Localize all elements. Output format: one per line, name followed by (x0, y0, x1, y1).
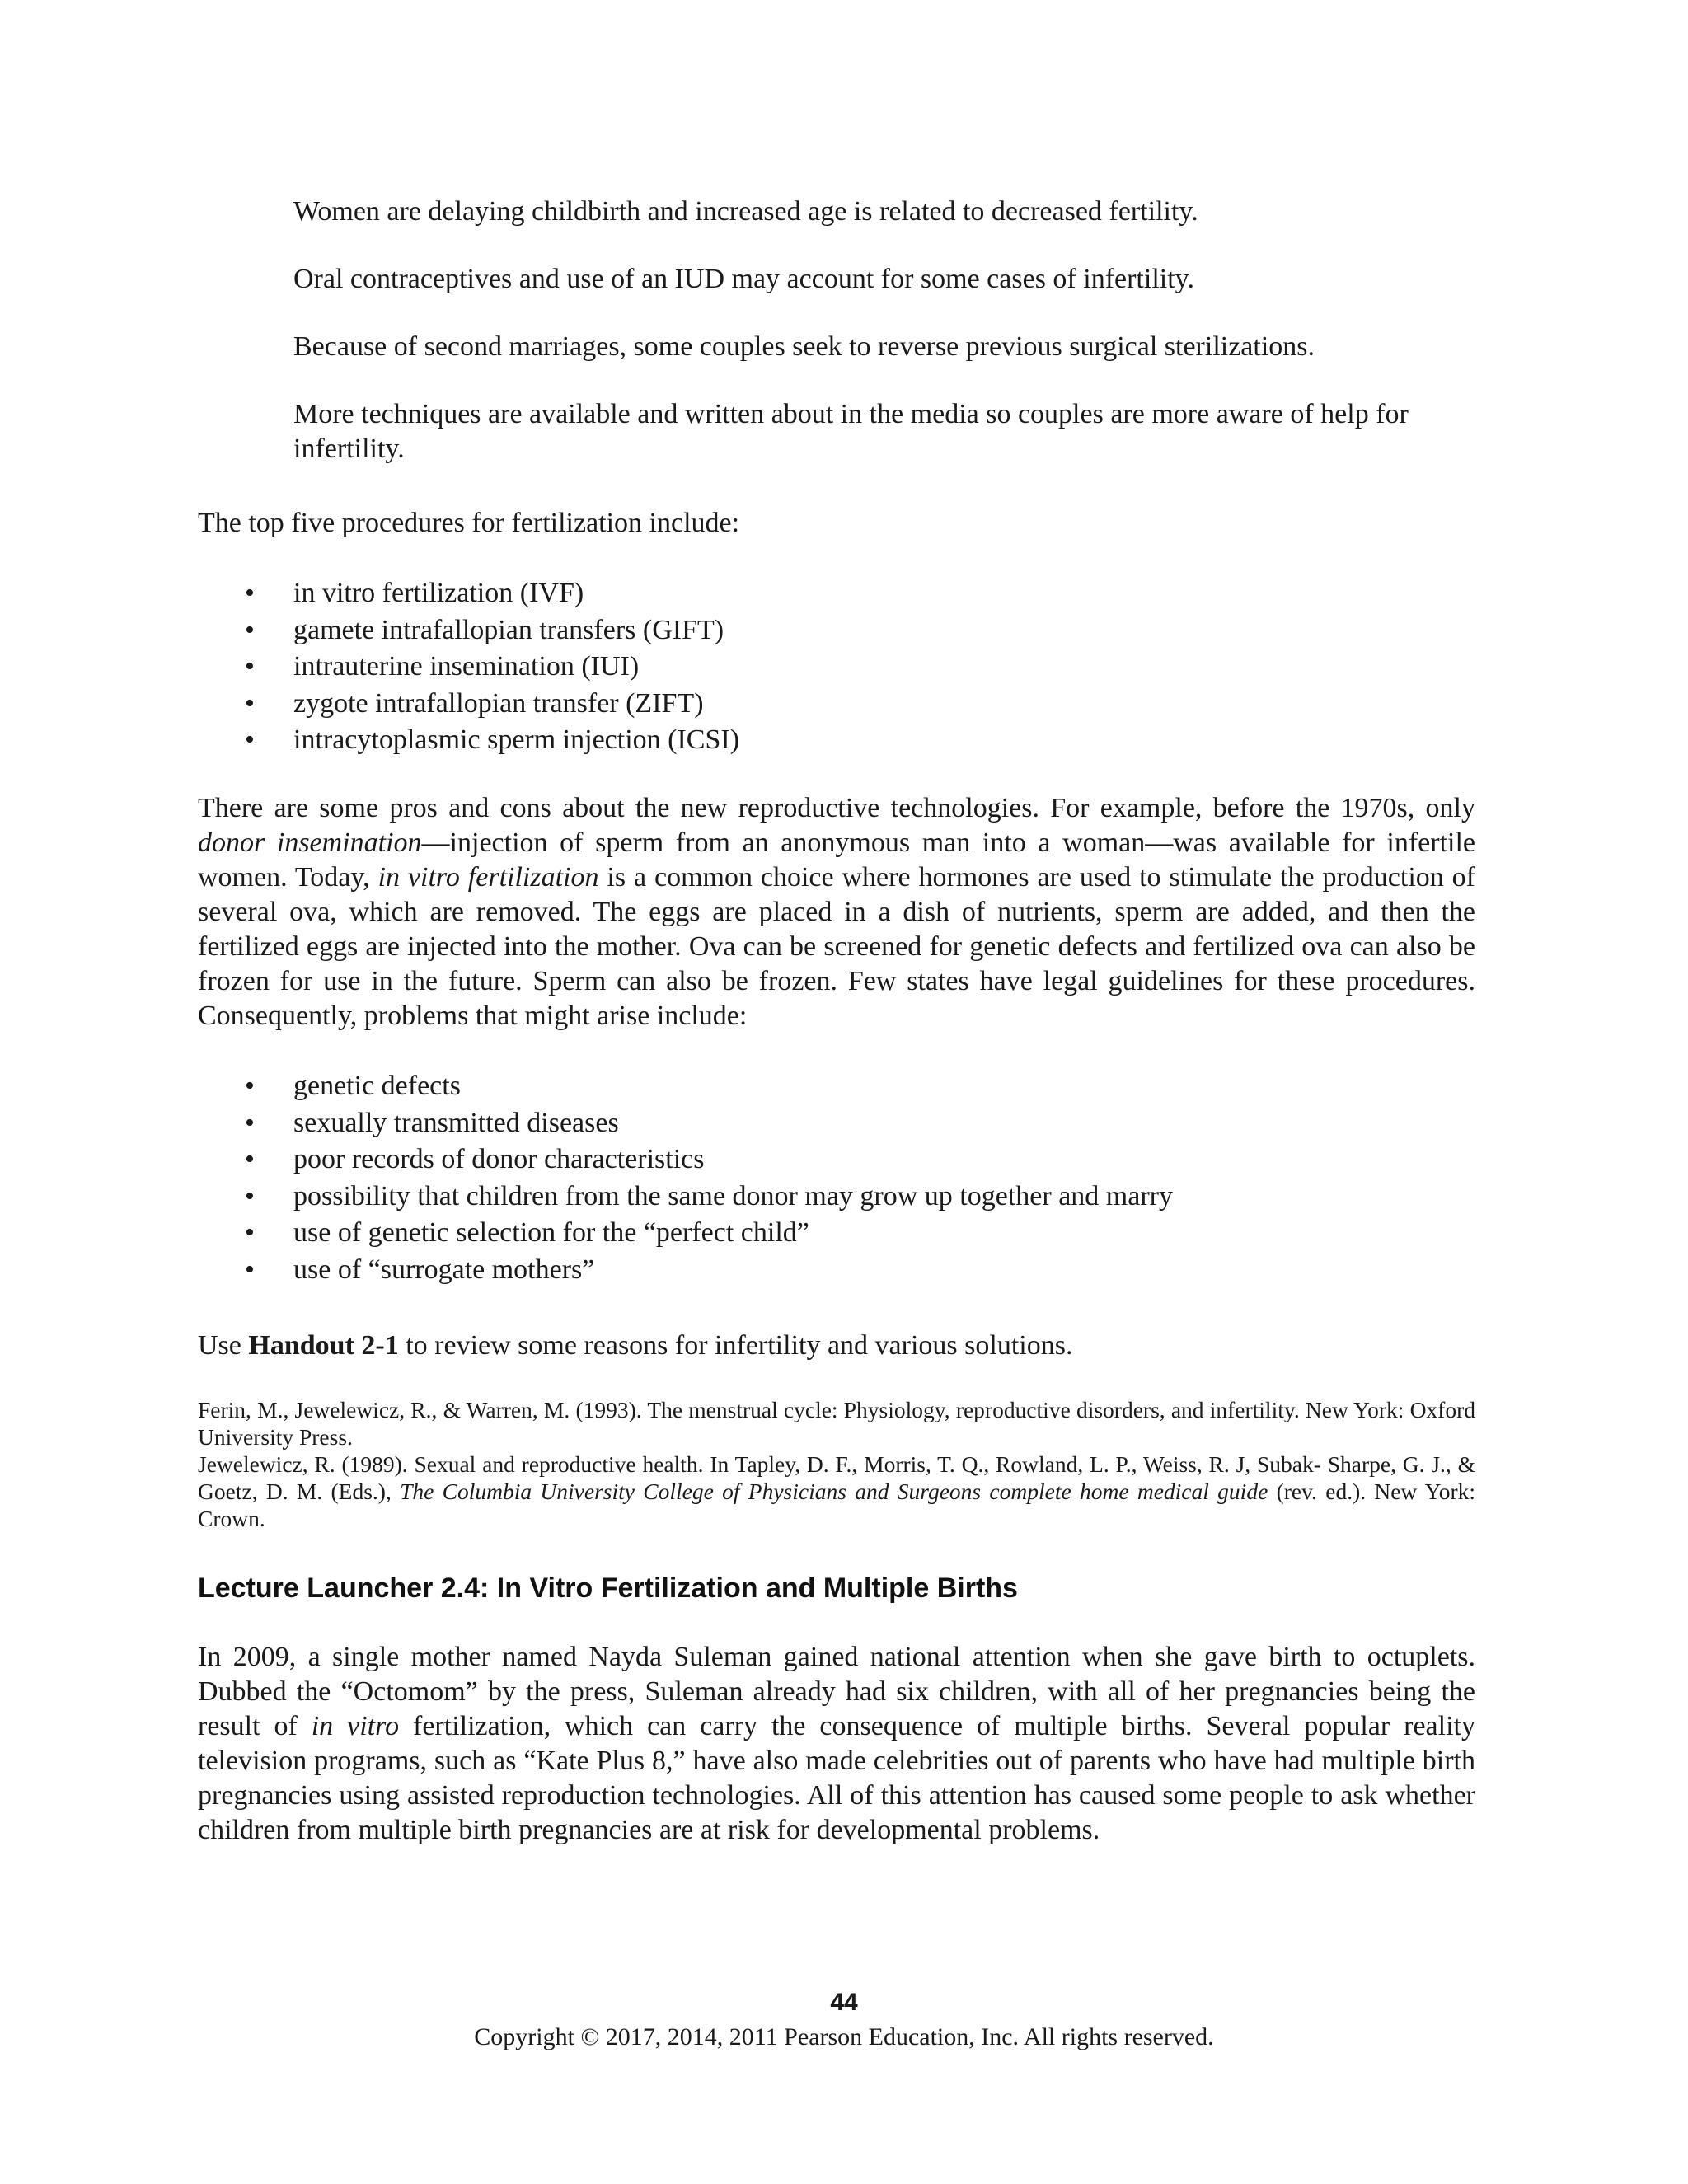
list-item: • gamete intrafallopian transfers (GIFT) (198, 612, 1475, 649)
list-item: • zygote intrafallopian transfer (ZIFT) (198, 686, 1475, 723)
reference-title: The Columbia University College of Physicians and Surgeons complete home medical guide (400, 1479, 1268, 1504)
bullet-icon: • (245, 1254, 255, 1285)
list-item: • use of genetic selection for the “perfect child” (198, 1215, 1475, 1252)
list-item: • in vitro fertilization (IVF) (198, 575, 1475, 612)
document-page (198, 0, 1475, 2184)
bullet-icon: • (245, 1144, 255, 1174)
list-item: • poor records of donor characteristics (198, 1141, 1475, 1179)
intro-point: More techniques are available and written about in the media so couples are more aware of help for infertility. (293, 399, 1409, 464)
bullet-icon: • (245, 1180, 255, 1212)
list-item: • possibility that children from the same donor may grow up together and marry (198, 1179, 1475, 1216)
bullet-icon: • (245, 724, 255, 755)
term-in-vitro-fertilization: in vitro fertilization (377, 862, 599, 893)
list-item: • genetic defects (198, 1068, 1475, 1105)
reference-entry: Jewelewicz, R. (1989). Sexual and reproductive health. In Tapley, D. F., Morris, T. Q., Rowland, L. P., Weiss, R. J, Subak- Sharpe, G. J., & Goetz, D. M. (Eds.), The Columbia University College of Physicians and Surgeons complete home medical guide (rev. ed.). New York: Crown. (198, 1451, 1475, 1531)
bullet-icon: • (245, 1217, 255, 1248)
list-item: • sexually transmitted diseases (198, 1105, 1475, 1142)
reference-entry: Ferin, M., Jewelewicz, R., & Warren, M. (1993). The menstrual cycle: Physiology, reproductive disorders, and infertility. New York: Oxford University Press. (198, 1397, 1475, 1450)
references (198, 1396, 1475, 1532)
bullet-icon: • (245, 578, 255, 608)
bullet-icon: • (245, 1107, 255, 1138)
section-heading: Lecture Launcher 2.4: In Vitro Fertilization and Multiple Births (198, 1572, 1018, 1604)
list-item: • intrauterine insemination (IUI) (198, 649, 1475, 686)
copyright-notice: Copyright © 2017, 2014, 2011 Pearson Education, Inc. All rights reserved. (474, 2023, 1214, 2050)
intro-points (293, 194, 1475, 499)
handout-line: Use Handout 2-1 to review some reasons for infertility and various solutions. (198, 1330, 1073, 1361)
term-donor-insemination: donor insemination (198, 827, 422, 858)
bullet-icon: • (245, 1071, 255, 1101)
handout-reference: Handout 2-1 (248, 1330, 399, 1361)
list-item: • intracytoplasmic sperm injection (ICSI) (198, 722, 1475, 759)
lecture-paragraph: In 2009, a single mother named Nayda Suleman gained national attention when she gave birth to octuplets. Dubbed the “Octomom” by the press, Suleman already had six children, with all of her pregnancies being the result of in vitro fertilization, which can carry the consequence of multiple births. Several popular reality television programs, such as “Kate Plus 8,” have also made celebrities out of parents who have had multiple birth pregnancies using assisted reproduction technologies. All of this attention has caused some people to ask whether children from multiple birth pregnancies are at risk for developmental problems. (198, 1642, 1475, 1845)
pros-cons-paragraph: There are some pros and cons about the new reproductive technologies. For example, before the 1970s, only donor insemination—injection of sperm from an anonymous man into a woman—was available for infertile women. Today, in vitro fertilization is a common choice where hormones are used to stimulate the production of several ova, which are removed. The eggs are placed in a dish of nutrients, sperm are added, and then the fertilized eggs are injected into the mother. Ova can be screened for genetic defects and fertilized ova can also be frozen for use in the future. Sperm can also be frozen. Few states have legal guidelines for these procedures. Consequently, problems that might arise include: (198, 793, 1476, 1031)
page-number: 44 (830, 1989, 858, 2016)
intro-point: Because of second marriages, some couples seek to reverse previous surgical sterilizations. (293, 331, 1315, 362)
procedures-list (198, 575, 1475, 759)
intro-point: Women are delaying childbirth and increased age is related to decreased fertility. (293, 196, 1198, 227)
intro-point: Oral contraceptives and use of an IUD may account for some cases of infertility. (293, 264, 1194, 294)
term-in-vitro: in vitro (311, 1711, 400, 1741)
procedures-intro: The top five procedures for fertilization include: (198, 508, 740, 538)
bullet-icon: • (245, 687, 255, 719)
bullet-icon: • (245, 651, 255, 682)
bullet-icon: • (245, 614, 255, 645)
problems-list (198, 1068, 1475, 1288)
list-item: • use of “surrogate mothers” (198, 1252, 1475, 1289)
